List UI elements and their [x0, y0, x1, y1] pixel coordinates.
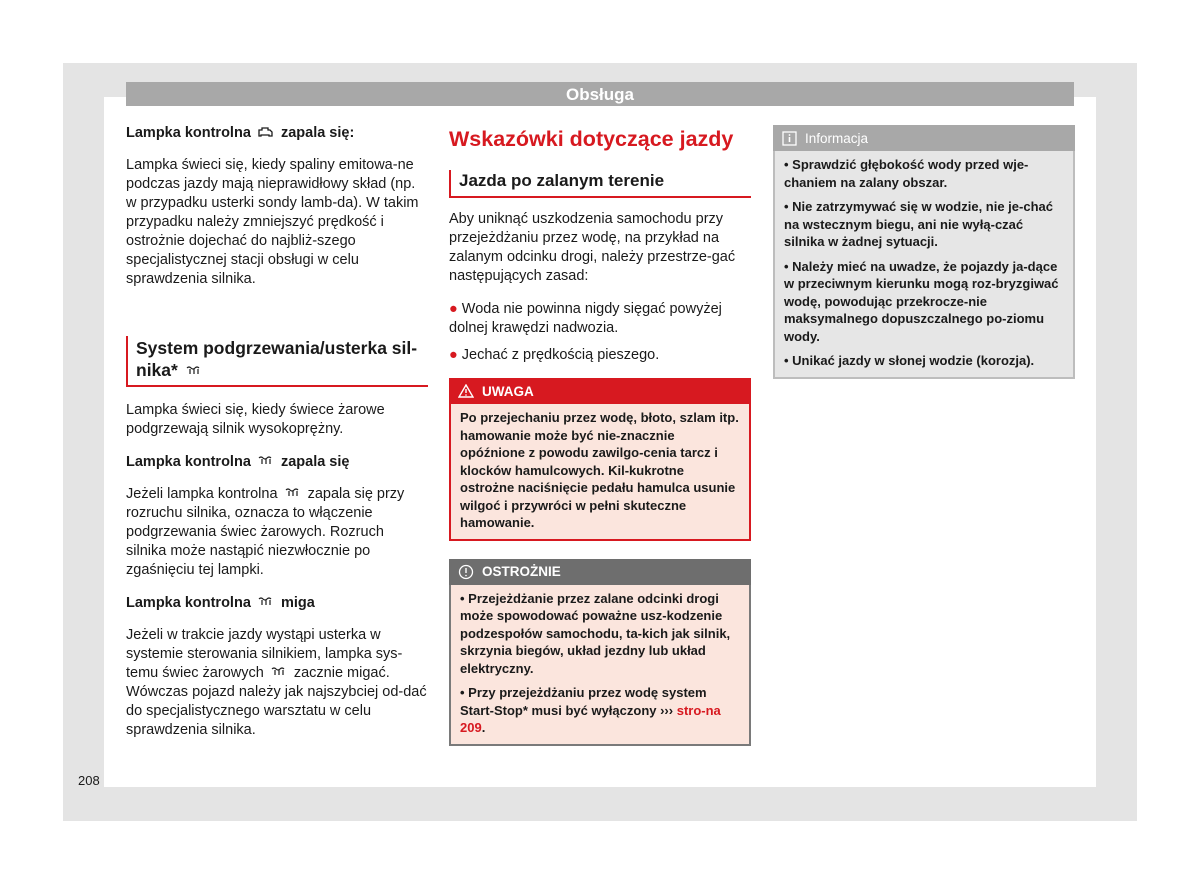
caution-body [449, 585, 751, 746]
paragraph-glow-plugs: Lampka świeci się, kiedy świece żarowe podgrzewają silnik wysokoprężny. [126, 402, 385, 437]
glow-plug-icon [257, 455, 275, 467]
page-title: Wskazówki dotyczące jazdy [449, 127, 734, 151]
info-icon [782, 131, 797, 146]
column-middle [449, 120, 751, 764]
paragraph-part: zacznie migać. Wówczas pojazd należy jak najszybciej od-dać do specjalistycznego warsztatu w celu sprawdzenia silnika. [126, 665, 427, 738]
info-label: Informacja [805, 130, 869, 146]
glow-plug-icon [185, 365, 203, 377]
paragraph-flooded-intro: Aby uniknąć uszkodzenia samochodu przy przejeżdżaniu przez wodę, na przykład na zalanym odcinku drogi, należy przestrze-gać następujących zasad: [449, 211, 736, 284]
subheading-suffix: zapala się [280, 454, 350, 470]
bullet-icon: ● [449, 347, 458, 363]
paragraph-part: Jeżeli lampka kontrolna [126, 486, 278, 502]
info-item: • Sprawdzić głębokość wody przed wje-chaniem na zalany obszar. [784, 157, 1029, 190]
subheading-engine-lamp [126, 124, 428, 142]
caution-label: OSTROŻNIE [482, 564, 561, 579]
subheading-suffix: zapala się: [280, 125, 355, 141]
info-item: • Unikać jazdy w słonej wodzie (korozja). [784, 353, 1035, 368]
subheading-glow-blink [126, 594, 428, 612]
caution-item-text: • Przy przejeżdżaniu przez wodę system Start-Stop* musi być wyłączony ››› [460, 685, 707, 718]
info-item: • Nie zatrzymywać się w wodzie, nie je-chać na wstecznym biegu, ani nie wyłą-czać silnika w żadnej sytuacji. [784, 199, 1053, 249]
glow-plug-icon [284, 487, 302, 499]
list-item-text: Woda nie powinna nigdy sięgać powyżej dolnej krawędzi nadwozia. [449, 301, 722, 336]
warning-header [449, 378, 751, 404]
caution-item [460, 684, 741, 737]
section-title-glow-plugs [126, 336, 428, 387]
section-title-flooded: Jazda po zalanym terenie [449, 170, 751, 198]
warning-box [449, 378, 751, 541]
subheading-glow-on [126, 453, 428, 471]
warning-label: UWAGA [482, 383, 534, 399]
caution-item-end: . [481, 720, 486, 735]
engine-warning-icon [257, 126, 275, 138]
caution-box [449, 559, 751, 746]
glow-plug-icon [270, 666, 288, 678]
column-left [126, 120, 428, 754]
section-title-text: System podgrzewania/usterka sil-nika* [136, 338, 418, 380]
info-box [773, 125, 1075, 379]
glow-plug-icon [257, 596, 275, 608]
info-header [773, 125, 1075, 151]
caution-item: • Przejeżdżanie przez zalane odcinki drogi może spowodować poważne usz-kodzenie podzespołów samochodu, ta-kich jak silnik, skrzynia biegów, układ jezdny lub układ elektryczny. [460, 590, 731, 676]
subheading-suffix: miga [280, 595, 315, 611]
subheading-text: Lampka kontrolna [126, 595, 251, 611]
paragraph-part: Jeżeli w trakcie jazdy wystąpi usterka w systemie sterowania silnikiem, lampka sys-temu świec żarowych [126, 627, 403, 681]
info-body [773, 151, 1075, 379]
warning-text: Po przejechaniu przez wodę, błoto, szlam itp. hamowanie może być nie-znacznie opóźnione z powodu zawilgo-cenia tarcz i klocków hamulcowych. Kil-kukrotne ostrożne naciśnięcie pedału hamulca usunie wilgoć i przywróci w pełni skuteczne hamowanie. [449, 404, 751, 541]
bullet-icon: ● [449, 301, 458, 317]
warning-triangle-icon [458, 384, 474, 398]
paragraph-glow-on [126, 485, 428, 580]
list-item [449, 346, 751, 365]
list-item-text: Jechać z prędkością pieszego. [461, 347, 660, 363]
list-item [449, 300, 751, 338]
paragraph-part: zapala się przy rozruchu silnika, oznacza to włączenie podgrzewania świec żarowych. Rozruch silnika może nastąpić niezwłocznie po zgaśnięciu tej lampki. [126, 486, 405, 578]
subheading-text: Lampka kontrolna [126, 454, 251, 470]
info-item: • Należy mieć na uwadze, że pojazdy ja-dące w przeciwnym kierunku mogą roz-bryzgiwać wodę, powodując przekrocze-nie maksymalnego dopuszczalnego po-ziomu wody. [784, 258, 1059, 344]
paragraph-engine-lamp: Lampka świeci się, kiedy spaliny emitowa-ne podczas jazdy mają nieprawidłowy skład (np. w przypadku usterki sondy lamb-da). W takim przypadku należy zmniejszyć prędkość i ostrożnie dojechać do najbliż-szego specjalistycznej stacji obsługi w celu sprawdzenia silnika. [126, 157, 419, 287]
exclamation-circle-icon [458, 564, 474, 580]
page-reference-link[interactable]: stro-na 209 [460, 702, 721, 735]
paragraph-glow-blink [126, 626, 428, 740]
chapter-header: Obsługa [126, 82, 1074, 106]
caution-header [449, 559, 751, 585]
subheading-text: Lampka kontrolna [126, 125, 251, 141]
page-number: 208 [78, 773, 100, 788]
column-right [773, 120, 1075, 397]
